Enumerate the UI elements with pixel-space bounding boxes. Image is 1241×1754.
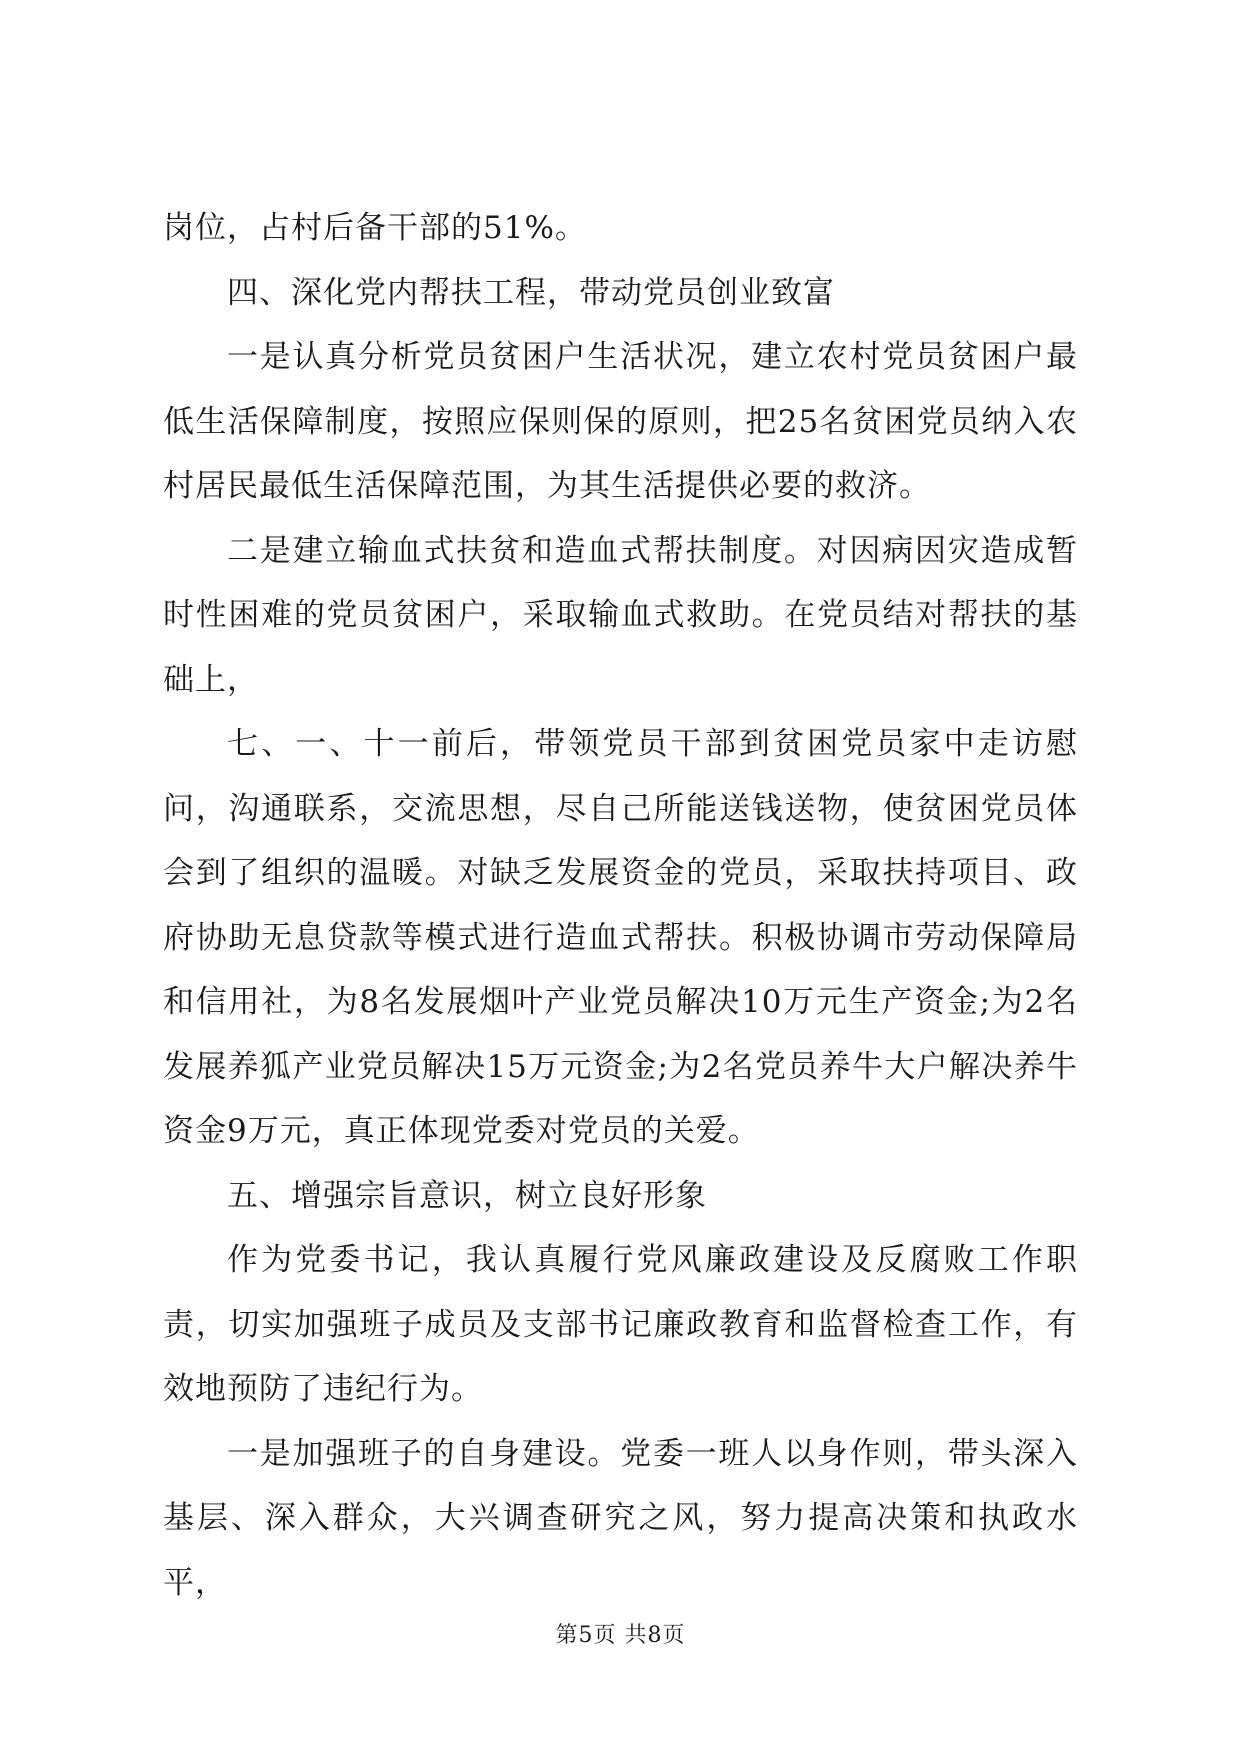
paragraph-continuation: 岗位，占村后备干部的51%。 bbox=[163, 210, 587, 246]
paragraph-transfusion-aid: 二是建立输血式扶贫和造血式帮扶制度。对因病因灾造成暂时性困难的党员贫困户，采取输血式救助。在党员结对帮扶的基础上， bbox=[163, 532, 1078, 698]
section-heading-five: 五、增强宗旨意识，树立良好形象 bbox=[227, 1177, 707, 1214]
section-heading-four: 四、深化党内帮扶工程，带动党员创业致富 bbox=[227, 274, 835, 311]
page-number-footer: 第5页 共8页 bbox=[555, 1623, 686, 1648]
document-body bbox=[163, 196, 1078, 1615]
paragraph-party-secretary: 作为党委书记，我认真履行党风廉政建设及反腐败工作职责，切实加强班子成员及支部书记廉政教育和监督检查工作，有效地预防了违纪行为。 bbox=[163, 1242, 1078, 1407]
paragraph-visits-funding: 七、一、十一前后，带领党员干部到贫困党员家中走访慰问，沟通联系，交流思想，尽自己所能送钱送物，使贫困党员体会到了组织的温暖。对缺乏发展资金的党员，采取扶持项目、政府协助无息贷款等模式进行造血式帮扶。积极协调市劳动保障局和信用社，为8名发展烟叶产业党员解决10万元生产资金;为2名发展养狐产业党员解决15万元资金;为2名党员养牛大户解决养牛资金9万元，真正体现党委对党员的关爱。 bbox=[163, 726, 1078, 1149]
paragraph-poverty-analysis: 一是认真分析党员贫困户生活状况，建立农村党员贫困户最低生活保障制度，按照应保则保的原则，把25名贫困党员纳入农村居民最低生活保障范围，为其生活提供必要的救济。 bbox=[163, 339, 1078, 504]
paragraph-team-building: 一是加强班子的自身建设。党委一班人以身作则，带头深入基层、深入群众，大兴调查研究之风，努力提高决策和执政水平， bbox=[163, 1435, 1078, 1601]
